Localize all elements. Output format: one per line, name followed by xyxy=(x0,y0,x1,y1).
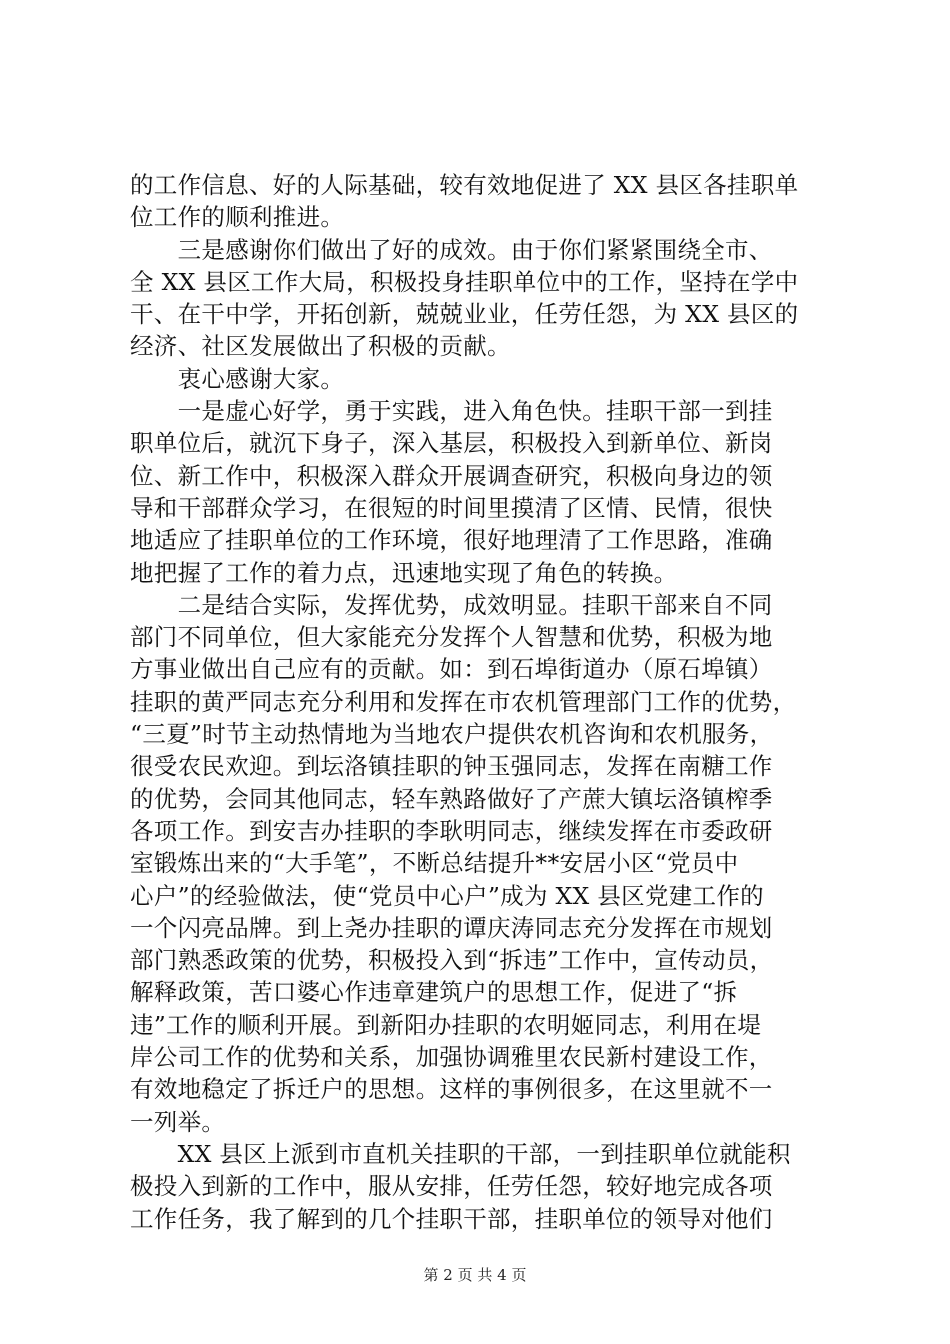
text-line: 室锻炼出来的“大手笔”，不断总结提升**安居小区“党员中 xyxy=(130,849,739,878)
text-line: 各项工作。到安吉办挂职的李耿明同志，继续发挥在市委政研 xyxy=(130,816,773,845)
text-line: 职单位后，就沉下身子，深入基层，积极投入到新单位、新岗 xyxy=(130,429,773,458)
text-line: 全 XX 县区工作大局，积极投身挂职单位中的工作，坚持在学中 xyxy=(130,267,799,296)
text-line: 位工作的顺利推进。 xyxy=(130,203,345,232)
text-line: 岸公司工作的优势和关系，加强协调雅里农民新村建设工作， xyxy=(130,1043,773,1072)
document-body xyxy=(130,169,840,1235)
text-line: 地把握了工作的着力点，迅速地实现了角色的转换。 xyxy=(130,558,678,587)
text-line: XX 县区上派到市直机关挂职的干部，一到挂职单位就能积 xyxy=(130,1139,791,1168)
text-line: 有效地稳定了拆迁户的思想。这样的事例很多，在这里就不一 xyxy=(130,1075,773,1104)
text-line: 违”工作的顺利开展。到新阳办挂职的农明姬同志，利用在堤 xyxy=(130,1010,762,1039)
text-line: 一个闪亮品牌。到上尧办挂职的谭庆涛同志充分发挥在市规划 xyxy=(130,913,773,942)
page-footer: 第 2 页 共 4 页 xyxy=(423,1266,527,1284)
text-line: 解释政策，苦口婆心作违章建筑户的思想工作，促进了“拆 xyxy=(130,978,738,1007)
text-line: 部门熟悉政策的优势，积极投入到“拆违”工作中，宣传动员， xyxy=(130,946,774,975)
text-line: 部门不同单位，但大家能充分发挥个人智慧和优势，积极为地 xyxy=(130,623,773,652)
text-line: 挂职的黄严同志充分利用和发挥在市农机管理部门工作的优势， xyxy=(130,687,797,716)
text-line: 衷心感谢大家。 xyxy=(130,364,345,393)
text-line: 的优势，会同其他同志，轻车熟路做好了产蔗大镇坛洛镇榨季 xyxy=(130,784,773,813)
text-line: 一是虚心好学，勇于实践，进入角色快。挂职干部一到挂 xyxy=(130,397,773,426)
text-line: 工作任务，我了解到的几个挂职干部，挂职单位的领导对他们 xyxy=(130,1204,773,1233)
text-line: 三是感谢你们做出了好的成效。由于你们紧紧围绕全市、 xyxy=(130,235,773,264)
text-line: 地适应了挂职单位的工作环境，很好地理清了工作思路，准确 xyxy=(130,526,773,555)
text-line: 位、新工作中，积极深入群众开展调查研究，积极向身边的领 xyxy=(130,461,773,490)
text-line: 经济、社区发展做出了积极的贡献。 xyxy=(130,332,511,361)
text-line: 干、在干中学，开拓创新，兢兢业业，任劳任怨，为 XX 县区的 xyxy=(130,300,799,329)
text-line: “三夏”时节主动热情地为当地农户提供农机咨询和农机服务， xyxy=(130,720,774,749)
text-line: 二是结合实际，发挥优势，成效明显。挂职干部来自不同 xyxy=(130,590,773,619)
text-line: 很受农民欢迎。到坛洛镇挂职的钟玉强同志，发挥在南糖工作 xyxy=(130,752,773,781)
text-line: 的工作信息、好的人际基础，较有效地促进了 XX 县区各挂职单 xyxy=(130,171,799,199)
text-line: 一列举。 xyxy=(130,1107,226,1136)
text-line: 方事业做出自己应有的贡献。如：到石埠街道办（原石埠镇） xyxy=(130,655,773,684)
text-line: 极投入到新的工作中，服从安排，任劳任怨，较好地完成各项 xyxy=(130,1172,773,1201)
text-line: 导和干部群众学习，在很短的时间里摸清了区情、民情，很快 xyxy=(130,493,773,522)
text-line: 心户”的经验做法，使“党员中心户”成为 XX 县区党建工作的 xyxy=(130,881,764,910)
